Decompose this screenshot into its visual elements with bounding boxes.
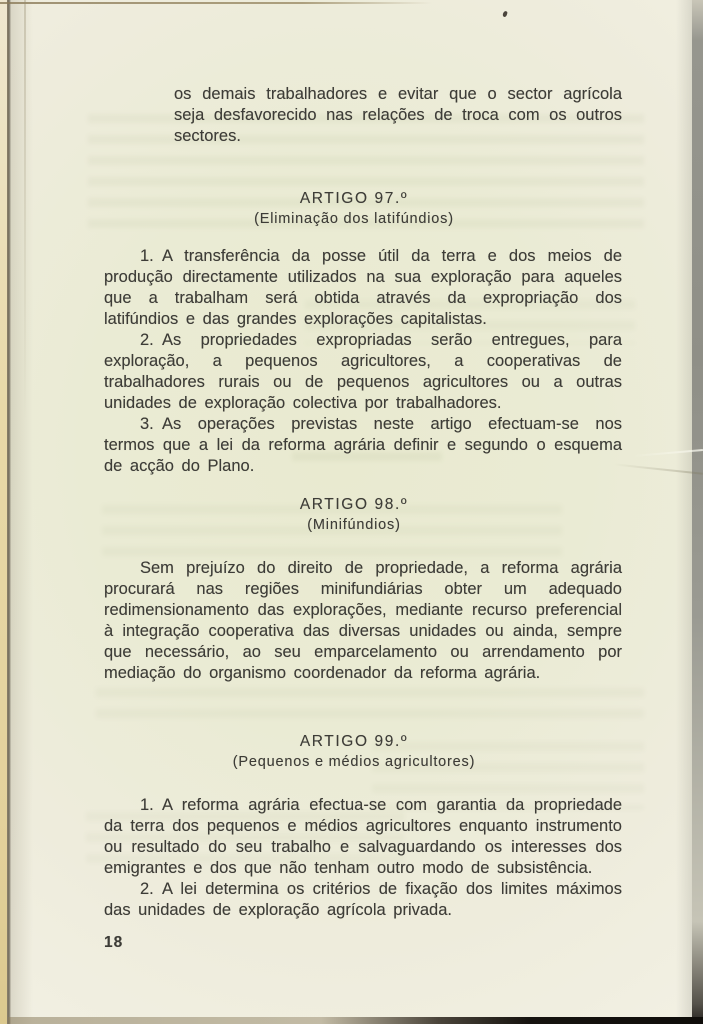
- ink-speck: [502, 11, 508, 18]
- article-99-subtitle: (Pequenos e médios agricultores): [232, 754, 476, 770]
- page-right-edge-shadow: [676, 0, 692, 1024]
- article-97-paragraph-2: 2. As propriedades expropriadas serão entregues, para exploração, a pequenos agricultores, a cooperativas de trabalhadores rurais ou de pequenos agricultores ou a outras unidades de exploração colectiva por trabalhadores.: [104, 331, 622, 412]
- article-98-body: [104, 558, 622, 684]
- page-bottom-edge-strip: [8, 1017, 703, 1024]
- paper-crease-vertical: [24, 0, 26, 420]
- bleed-through-text: [102, 505, 562, 565]
- article-99-paragraph-2: 2. A lei determina os critérios de fixação dos limites máximos das unidades de exploração agrícola privada.: [104, 880, 622, 919]
- bleed-through-text: [96, 688, 644, 728]
- page-number: 18: [104, 934, 124, 951]
- article-97-paragraph-3: 3. As operações previstas neste artigo efectuam-se nos termos que a lei da reforma agrária definir e segundo o esquema de acção do Plano.: [104, 415, 622, 475]
- article-98-heading: ARTIGO 98.º: [299, 496, 409, 513]
- article-98-paragraph-1: Sem prejuízo do direito de propriedade, a reforma agrária procurará nas regiões minifundiárias obter um adequado redimensionamento das explorações, mediante recurso preferencial à integração cooperativa das diversas unidades ou ainda, sempre que necessário, ao seu emparcelamento ou arrendamento por mediação do organismo coordenador da reforma agrária.: [104, 559, 622, 682]
- article-97-heading: ARTIGO 97.º: [299, 190, 409, 207]
- page-left-edge: [0, 0, 7, 1024]
- article-98-subtitle: (Minifúndios): [307, 517, 401, 533]
- article-97-subtitle: (Eliminação dos latifúndios): [254, 211, 454, 227]
- page-top-edge-line: [0, 2, 432, 4]
- article-97-paragraph-1: 1. A transferência da posse útil da terra e dos meios de produção directamente utilizados na sua exploração para aqueles que a trabalham será obtida através da expropriação dos latifúndios e das grandes explorações capitalistas.: [104, 247, 622, 328]
- continuation-paragraph: os demais trabalhadores e evitar que o sector agrícola seja desfavorecido nas relações de troca com os outros sectores.: [174, 85, 622, 145]
- article-99-paragraph-1: 1. A reforma agrária efectua-se com garantia da propriedade da terra dos pequenos e médios agricultores enquanto instrumento ou resultado do seu trabalho e salvaguardando os interesses dos emigrantes e dos que não tenham outro modo de subsistência.: [104, 796, 622, 877]
- page-right-edge-band: [692, 0, 703, 1024]
- article-99-body: [104, 795, 622, 921]
- article-99-heading: ARTIGO 99.º: [299, 733, 409, 750]
- continuation-paragraph-block: [174, 84, 622, 147]
- article-97-body: [104, 246, 622, 477]
- page-left-edge-shadow: [11, 0, 33, 1024]
